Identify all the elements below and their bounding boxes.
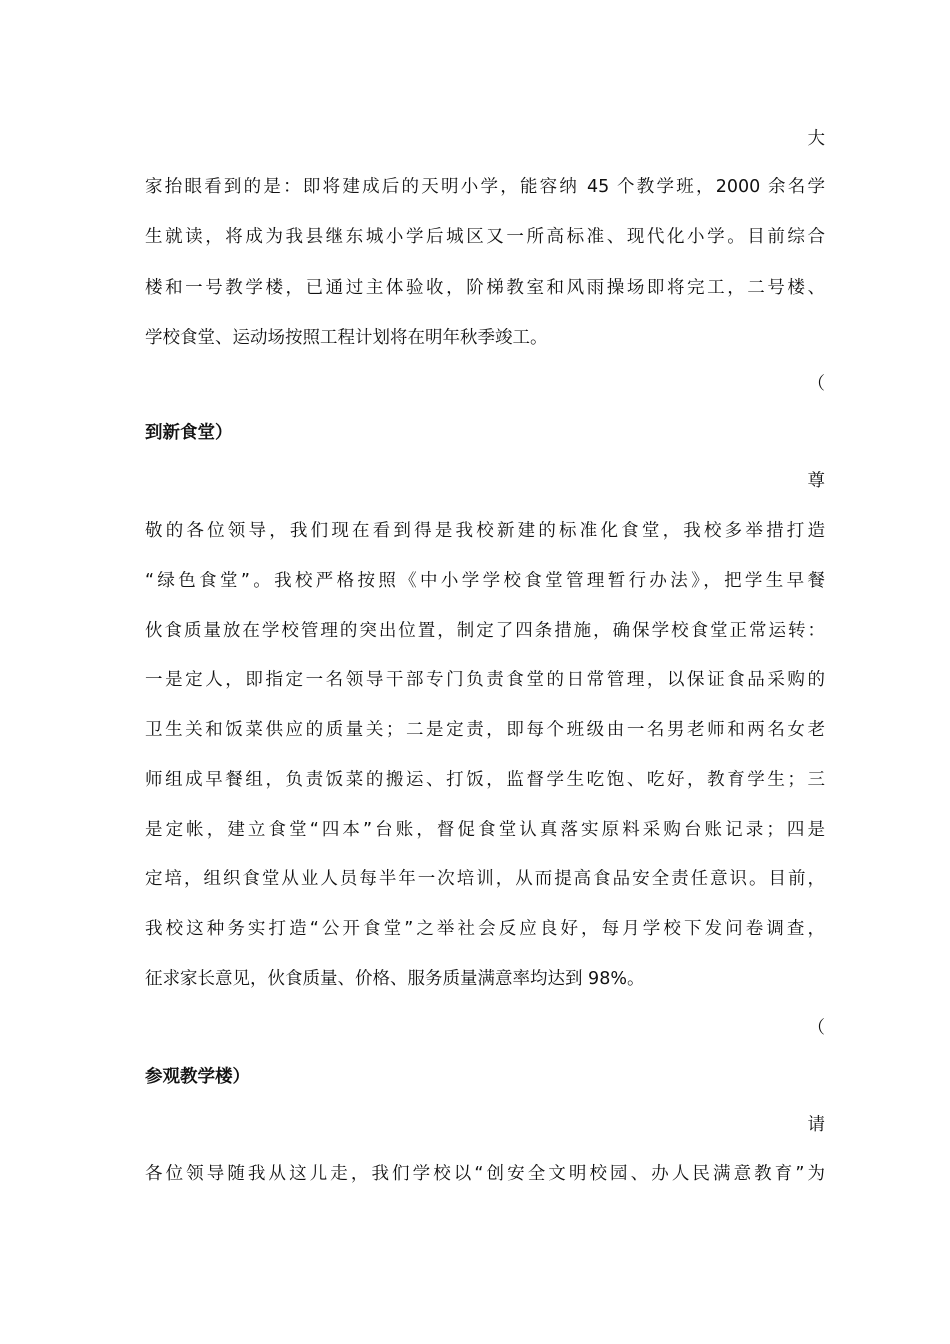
section-heading: 到新食堂）	[145, 423, 233, 443]
paragraph-lead-char: 请	[807, 1115, 825, 1135]
text-line: 征求家长意见，伙食质量、价格、服务质量满意率均达到 98%。	[145, 969, 645, 989]
text-line: 我校这种务实打造“公开食堂”之举社会反应良好，每月学校下发问卷调查，	[145, 919, 825, 939]
text-line: 一是定人，即指定一名领导干部专门负责食堂的日常管理，以保证食品采购的	[145, 670, 825, 690]
heading-open-paren: （	[807, 1018, 825, 1038]
text-line: 各位领导随我从这儿走，我们学校以“创安全文明校园、办人民满意教育”为	[145, 1164, 825, 1184]
text-line: 敬的各位领导，我们现在看到得是我校新建的标准化食堂，我校多举措打造	[145, 521, 825, 541]
text-line: 卫生关和饭菜供应的质量关；二是定责，即每个班级由一名男老师和两名女老	[145, 720, 825, 740]
paragraph-lead-char: 大	[807, 129, 825, 149]
paragraph-lead-char: 尊	[807, 471, 825, 491]
text-line: “绿色食堂”。我校严格按照《中小学学校食堂管理暂行办法》，把学生早餐	[145, 571, 825, 591]
text-line: 师组成早餐组，负责饭菜的搬运、打饭，监督学生吃饱、吃好，教育学生；三	[145, 770, 825, 790]
section-heading: 参观教学楼）	[145, 1067, 250, 1087]
text-line: 家抬眼看到的是：即将建成后的天明小学，能容纳 45 个教学班，2000 余名学	[145, 177, 825, 197]
text-line: 楼和一号教学楼，已通过主体验收，阶梯教室和风雨操场即将完工，二号楼、	[145, 278, 825, 298]
text-line: 是定帐，建立食堂“四本”台账，督促食堂认真落实原料采购台账记录；四是	[145, 820, 825, 840]
text-line: 生就读，将成为我县继东城小学后城区又一所高标准、现代化小学。目前综合	[145, 227, 825, 247]
text-line: 学校食堂、运动场按照工程计划将在明年秋季竣工。	[145, 328, 548, 348]
text-line: 定培，组织食堂从业人员每半年一次培训，从而提高食品安全责任意识。目前，	[145, 869, 825, 889]
text-line: 伙食质量放在学校管理的突出位置，制定了四条措施，确保学校食堂正常运转：	[145, 621, 825, 641]
heading-open-paren: （	[807, 374, 825, 394]
